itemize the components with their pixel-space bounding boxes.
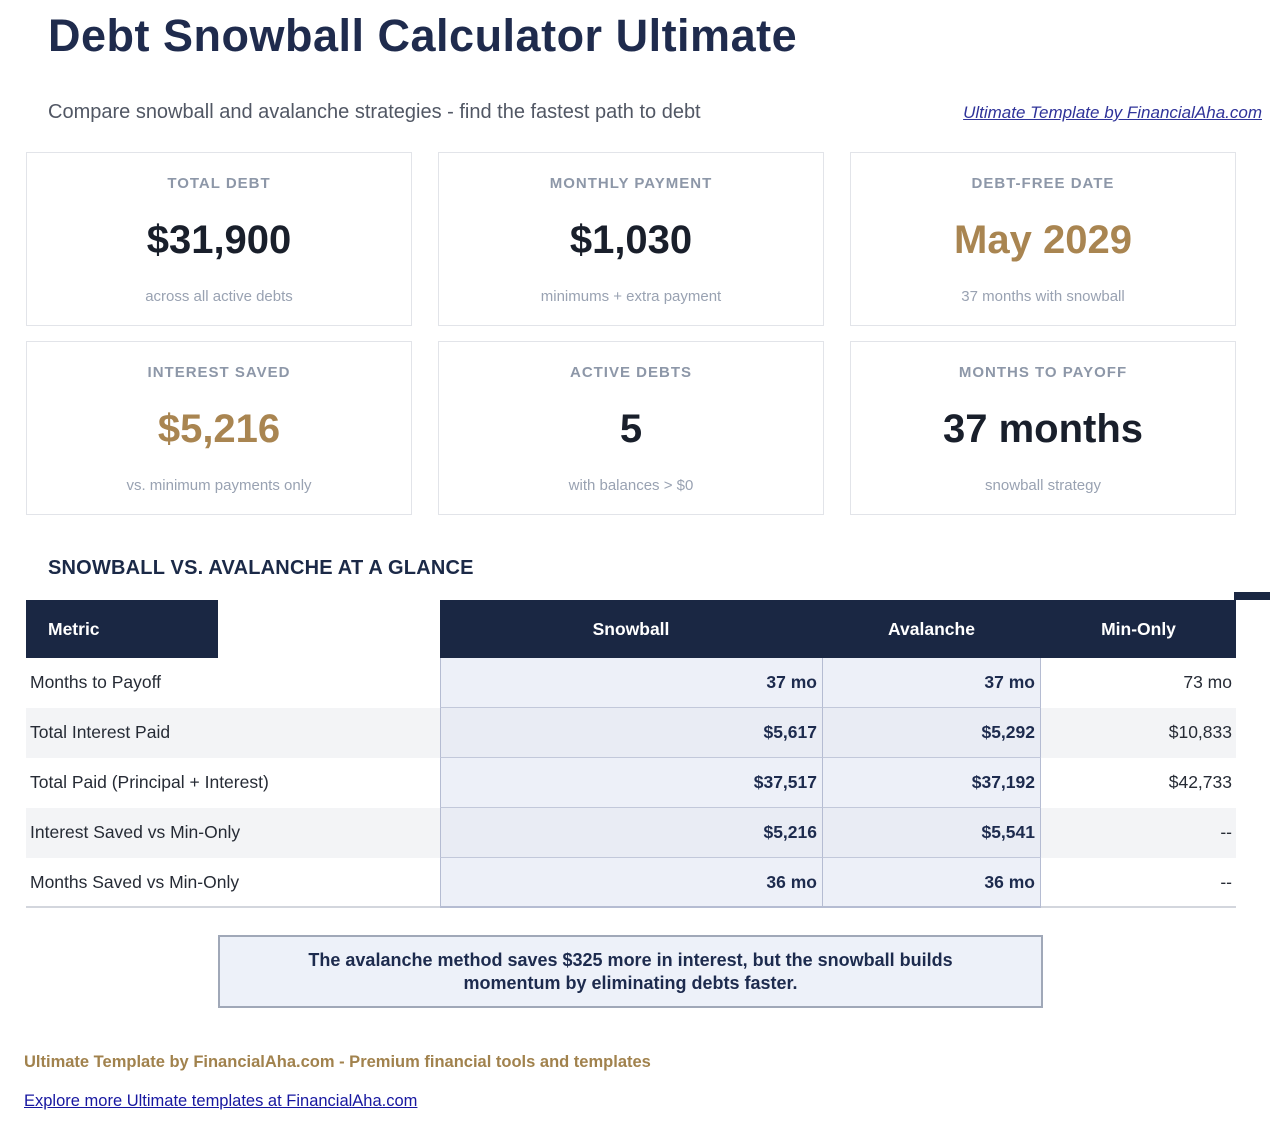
table-row [26,758,1236,808]
table-row [26,708,1236,758]
cell-avalanche: $5,541 [822,808,1041,858]
cell-min-only: 73 mo [1183,672,1232,692]
cell-avalanche: 37 mo [822,658,1041,708]
stat-card-subtext: snowball strategy [985,477,1101,494]
cell-snowball: $5,216 [440,808,822,858]
comparison-note-text: The avalanche method saves $325 more in interest, but the snowball builds momentum by eliminating debts faster. [308,949,953,993]
stat-card-subtext: vs. minimum payments only [126,477,312,494]
cell-min-only: $42,733 [1168,772,1232,792]
page-subtitle: Compare snowball and avalanche strategies - find the fastest path to debt [48,101,701,123]
cell-avalanche: $5,292 [822,708,1041,758]
cell-metric: Interest Saved vs Min-Only [30,822,241,842]
cell-metric: Months to Payoff [30,672,162,692]
cell-snowball: $37,517 [440,758,822,808]
stat-card-value: 37 months [942,406,1144,451]
stat-card-value: $31,900 [146,217,292,262]
col-header-empty-gap [218,600,440,658]
comparison-table-header [26,600,1236,658]
stat-card-subtext: with balances > $0 [568,477,694,494]
comparison-note-box [218,935,1043,1008]
cell-metric: Total Interest Paid [30,722,171,742]
stat-card-label: MONTHLY PAYMENT [549,175,713,192]
stat-card-value: $1,030 [569,217,693,262]
stat-card-months-to-payoff [850,341,1236,515]
comparison-section-heading: SNOWBALL VS. AVALANCHE AT A GLANCE [48,557,474,579]
stat-card-label: MONTHS TO PAYOFF [958,364,1128,381]
stat-card-label: ACTIVE DEBTS [569,364,692,381]
page-title: Debt Snowball Calculator Ultimate [48,10,798,61]
cell-min-only: -- [1041,858,1236,908]
stat-card-label: TOTAL DEBT [167,175,271,192]
stat-card-subtext: across all active debts [145,288,293,305]
stat-card-label: DEBT-FREE DATE [971,175,1115,192]
cell-metric: Total Paid (Principal + Interest) [30,772,269,792]
comparison-table [26,600,1236,908]
table-top-border-fragment [1234,592,1270,600]
stat-card-label: INTEREST SAVED [147,364,291,381]
col-header-min-only: Min-Only [1041,600,1236,658]
stat-card-value: $5,216 [157,406,281,451]
cell-avalanche: $37,192 [822,758,1041,808]
stat-card-value: May 2029 [954,217,1132,262]
table-row [26,808,1236,858]
stat-card-subtext: minimums + extra payment [540,288,722,305]
col-header-snowball: Snowball [440,600,822,658]
table-row [26,658,1236,708]
stat-card-debt-free-date [850,152,1236,326]
col-header-avalanche: Avalanche [822,600,1041,658]
stat-card-subtext: 37 months with snowball [961,288,1125,305]
cell-snowball: 37 mo [440,658,822,708]
cell-min-only: $10,833 [1168,722,1232,742]
footer-branding-text: Ultimate Template by FinancialAha.com - Premium financial tools and templates [24,1053,651,1071]
cell-metric: Months Saved vs Min-Only [26,858,440,908]
stat-card-monthly-payment [438,152,824,326]
stat-card-value: 5 [619,406,643,451]
footer-explore-link[interactable]: Explore more Ultimate templates at FinancialAha.com [24,1092,418,1110]
cell-snowball: $5,617 [440,708,822,758]
cell-avalanche: 36 mo [822,858,1041,908]
table-row [26,858,1236,908]
col-header-metric: Metric [26,600,218,658]
stat-card-interest-saved [26,341,412,515]
header-template-link[interactable]: Ultimate Template by FinancialAha.com [963,103,1262,122]
cell-snowball: 36 mo [440,858,822,908]
cell-min-only: -- [1220,822,1232,842]
stat-cards-grid [26,152,1236,515]
stat-card-total-debt [26,152,412,326]
stat-card-active-debts [438,341,824,515]
